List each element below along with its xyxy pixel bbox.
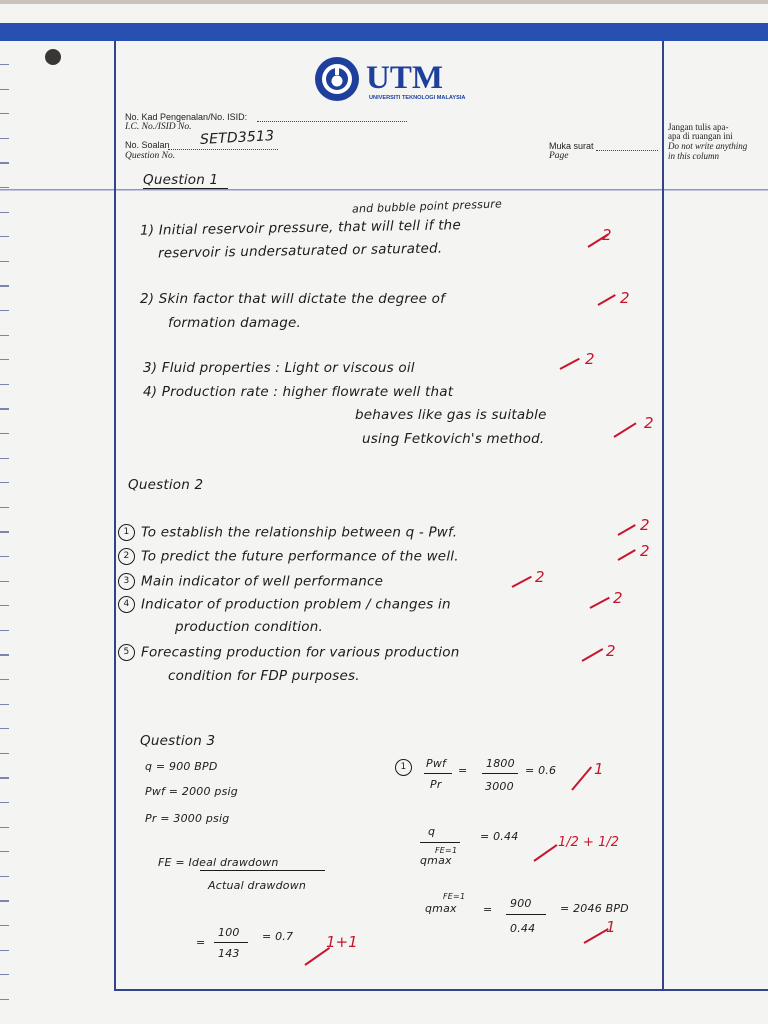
q2-item-4-line-2: production condition. <box>175 619 323 635</box>
binding-tick <box>0 876 9 877</box>
q1-mark-4-slash <box>613 422 636 437</box>
q2-item-2-text: To predict the future performance of the well. <box>141 548 459 565</box>
q2-item-5-line-2: condition for FDP purposes. <box>168 668 360 684</box>
q3-step3-qmax: qmax <box>425 902 457 915</box>
right-note-1: Jangan tulis apa- <box>668 122 729 132</box>
q3-mark-1-slash <box>571 766 592 790</box>
q3-given-pwf: Pwf = 2000 psig <box>145 785 238 798</box>
q3-fe-eq: = <box>196 936 206 949</box>
binding-tick <box>0 728 9 729</box>
binding-tick <box>0 64 9 65</box>
logo-text: UTM <box>366 60 443 96</box>
q1-item-2-line-1: 2) Skin factor that will dictate the degree of <box>140 291 446 307</box>
q2-item-5-number: 5 <box>118 644 135 661</box>
q1-item-1-line-1: 1) Initial reservoir pressure, that will tell if the <box>139 217 462 239</box>
q3-mark-4: 1+1 <box>326 933 358 951</box>
q3-step1-fraction-bar-1 <box>424 773 452 774</box>
binding-tick <box>0 605 9 606</box>
q1-mark-3-slash <box>560 358 580 370</box>
q1-item-2-line-2: formation damage. <box>168 315 301 331</box>
q3-mark-3: 1 <box>606 918 616 936</box>
q3-fe-line-1: FE = Ideal drawdown <box>158 856 279 869</box>
q3-step2-qmax: qmax <box>420 854 452 867</box>
q1-item-1-line-2: reservoir is undersaturated or saturated. <box>157 240 443 262</box>
q2-mark-5: 2 <box>606 642 616 660</box>
binding-tick <box>0 679 9 680</box>
binding-tick <box>0 359 9 360</box>
right-note-en-2: in this column <box>668 151 719 161</box>
q3-step3-num: 900 <box>510 897 532 910</box>
q3-step2-sup: FE=1 <box>435 846 458 855</box>
q3-given-pr: Pr = 3000 psig <box>145 812 230 825</box>
q3-step3-den: 0.44 <box>510 922 536 935</box>
binding-tick <box>0 531 9 532</box>
q3-mark-3-slash <box>584 928 609 944</box>
q2-mark-2-slash <box>618 549 636 561</box>
binding-tick <box>0 408 9 409</box>
bottom-border-line <box>114 989 768 991</box>
q3-step1-result: = 0.6 <box>525 764 557 777</box>
ic-label-en: I.C. No./ISID No. <box>125 122 192 132</box>
binding-tick <box>0 851 9 852</box>
q2-item-1-number: 1 <box>118 524 135 541</box>
q3-mark-2: 1/2 + 1/2 <box>558 835 620 850</box>
binding-tick <box>0 482 9 483</box>
top-blue-band <box>0 23 768 41</box>
q2-item-4-number: 4 <box>118 596 135 613</box>
q3-step3-fraction-bar <box>506 914 546 915</box>
q2-mark-5-slash <box>582 648 604 662</box>
q2-item-1-text: To establish the relationship between q - Pwf. <box>141 524 458 541</box>
page-label-en: Page <box>549 151 569 161</box>
binding-tick <box>0 777 9 778</box>
question-label: No. Soalan <box>125 140 170 150</box>
ic-label: No. Kad Pengenalan/No. ISID: <box>125 112 248 122</box>
binding-tick <box>0 138 9 139</box>
q3-fe-line-2: Actual drawdown <box>208 879 307 892</box>
q3-step3-result: = 2046 BPD <box>560 902 629 915</box>
binding-tick <box>0 950 9 951</box>
q2-item-4-text: Indicator of production problem / changes in <box>141 596 451 613</box>
q2-item-1 <box>118 524 457 541</box>
binding-tick <box>0 335 9 336</box>
binding-tick <box>0 753 9 754</box>
binding-tick <box>0 925 9 926</box>
binding-tick <box>0 581 9 582</box>
q3-title: Question 3 <box>140 733 216 749</box>
q3-fe-den: 143 <box>218 947 240 960</box>
q1-item-4-line-1: 4) Production rate : higher flowrate well that <box>143 384 454 400</box>
binding-tick <box>0 900 9 901</box>
q3-step2-q: q <box>428 825 436 838</box>
q1-title-underline <box>143 188 228 189</box>
q1-mark-3: 2 <box>585 350 595 368</box>
binding-tick <box>0 310 9 311</box>
binding-tick <box>0 212 9 213</box>
q2-item-3 <box>118 573 383 590</box>
answer-sheet <box>0 4 768 1024</box>
binding-tick <box>0 261 9 262</box>
page-label: Muka surat <box>549 141 594 151</box>
ic-dotted-line <box>257 121 407 122</box>
q2-item-2-number: 2 <box>118 548 135 565</box>
q3-fe-num: 100 <box>218 926 240 939</box>
q2-item-3-text: Main indicator of well performance <box>141 573 384 590</box>
q3-step1-fraction-bar-2 <box>482 773 518 774</box>
binding-tick <box>0 384 9 385</box>
page-dotted-line <box>596 150 658 151</box>
binding-tick <box>0 285 9 286</box>
punch-hole <box>45 49 61 65</box>
q1-mark-2: 2 <box>620 289 630 307</box>
q2-mark-4: 2 <box>613 589 623 607</box>
q3-step3-eq: = <box>483 903 493 916</box>
question-dotted-line <box>168 149 278 150</box>
q1-item-3: 3) Fluid properties : Light or viscous oil <box>143 360 415 376</box>
q3-mark-1: 1 <box>594 760 604 778</box>
q3-step1-pr: Pr <box>430 778 442 791</box>
question-label-en: Question No. <box>125 151 176 161</box>
right-column-line <box>662 41 664 991</box>
q2-item-5-text: Forecasting production for various production <box>141 644 460 661</box>
q3-step1-pwf: Pwf <box>426 757 447 770</box>
q2-mark-2: 2 <box>640 542 650 560</box>
q2-item-5 <box>118 644 460 661</box>
utm-logo <box>314 56 474 106</box>
left-margin-line <box>114 41 116 991</box>
q1-mark-2-slash <box>598 294 616 306</box>
q2-title: Question 2 <box>128 477 204 493</box>
q3-fe-result: = 0.7 <box>262 930 294 943</box>
logo-subtitle: UNIVERSITI TEKNOLOGI MALAYSIA <box>369 95 466 101</box>
q1-title: Question 1 <box>143 172 219 188</box>
q3-step3-sup: FE=1 <box>443 892 466 901</box>
binding-tick <box>0 236 9 237</box>
q1-item-4-line-2: behaves like gas is suitable <box>355 407 547 423</box>
q2-mark-3-slash <box>512 576 532 588</box>
q1-item-4-line-3: using Fetkovich's method. <box>362 431 545 447</box>
binding-tick <box>0 89 9 90</box>
q3-given-q: q = 900 BPD <box>145 760 218 773</box>
q2-item-4 <box>118 596 451 613</box>
q2-item-3-number: 3 <box>118 573 135 590</box>
binding-tick <box>0 974 9 975</box>
binding-tick <box>0 630 9 631</box>
q2-mark-3: 2 <box>535 568 545 586</box>
q3-step2-fraction-bar <box>420 842 460 843</box>
q3-fe-calc-bar <box>214 942 248 943</box>
q1-mark-4: 2 <box>644 414 654 432</box>
q3-fe-fraction-bar <box>200 870 325 871</box>
binding-tick <box>0 433 9 434</box>
q3-step1-number: 1 <box>395 759 418 776</box>
binding-tick <box>0 113 9 114</box>
binding-tick <box>0 704 9 705</box>
binding-tick <box>0 654 9 655</box>
question-number-value: SETD3513 <box>199 128 275 148</box>
binding-tick <box>0 187 9 188</box>
q2-mark-1: 2 <box>640 516 650 534</box>
q3-step1-num: 1800 <box>486 757 515 770</box>
right-note-2: apa di ruangan ini <box>668 131 733 141</box>
binding-tick <box>0 556 9 557</box>
right-note-en-1: Do not write anything <box>668 141 748 151</box>
binding-tick <box>0 458 9 459</box>
binding-tick <box>0 507 9 508</box>
binding-tick <box>0 802 9 803</box>
q3-step2-result: = 0.44 <box>480 830 519 843</box>
binding-tick <box>0 999 9 1000</box>
q3-step1-eq: = <box>458 764 468 777</box>
q2-mark-4-slash <box>590 597 610 609</box>
q1-insert-text: and bubble point pressure <box>351 197 503 216</box>
q1-mark-1: 2 <box>602 226 612 244</box>
binding-tick <box>0 162 9 163</box>
q2-item-2 <box>118 548 459 565</box>
binding-tick <box>0 827 9 828</box>
q3-step1-den: 3000 <box>485 780 514 793</box>
q2-mark-1-slash <box>618 524 636 536</box>
q3-mark-2-slash <box>533 844 557 862</box>
